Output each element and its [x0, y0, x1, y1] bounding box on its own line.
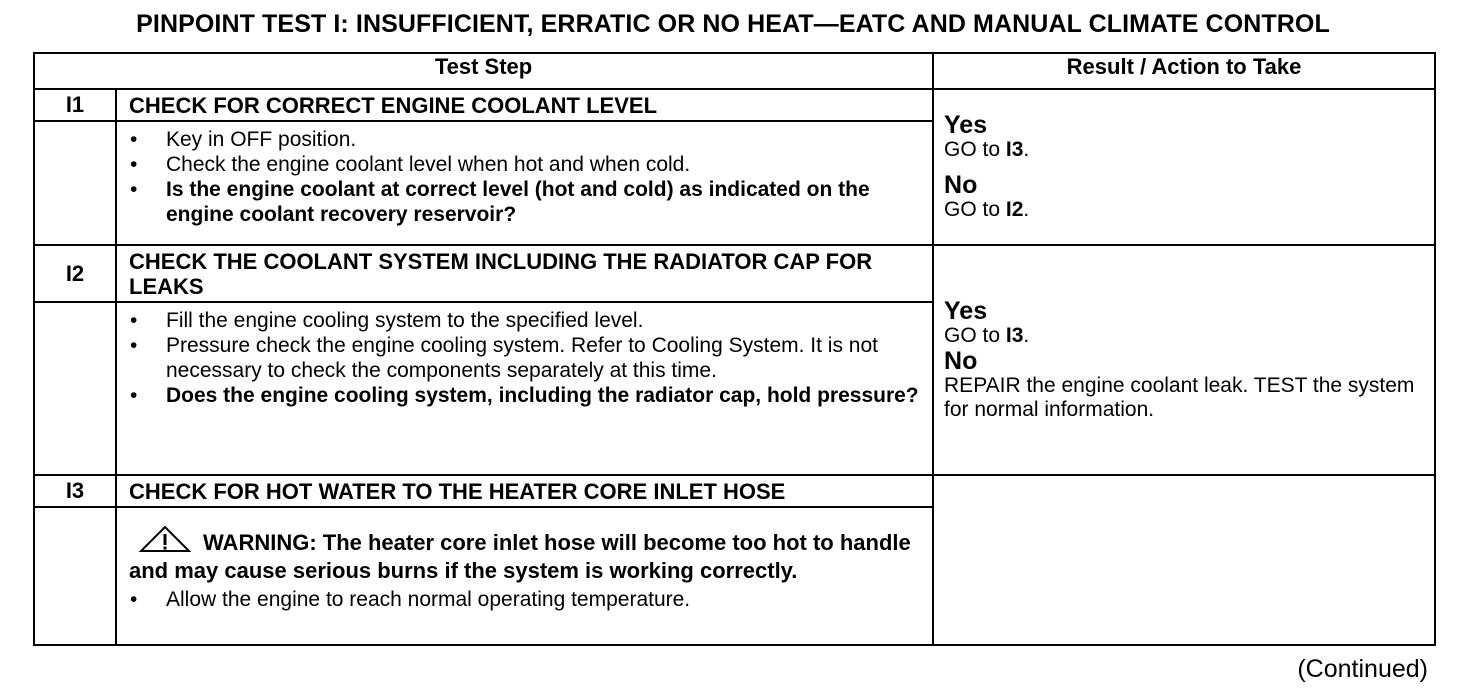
- no-label: No: [944, 171, 978, 199]
- bullet-question: • Is the engine coolant at correct level (hot and cold) as indicated on the engine coolant recovery reservoir?: [129, 177, 924, 227]
- step-i3-result: [933, 475, 1435, 645]
- bullet-item: • Fill the engine cooling system to the specified level.: [129, 308, 924, 333]
- pinpoint-test-table: [33, 52, 1436, 646]
- no-action: REPAIR the engine coolant leak. TEST the system for normal information.: [944, 374, 1415, 421]
- page-title: PINPOINT TEST I: INSUFFICIENT, ERRATIC OR NO HEAT—EATC AND MANUAL CLIMATE CONTROL: [136, 10, 1330, 38]
- step-title: CHECK FOR HOT WATER TO THE HEATER CORE INLET HOSE: [116, 475, 933, 507]
- step-i3-title-row: [34, 475, 1435, 507]
- warning-triangle-icon: [139, 525, 191, 558]
- bullet-question: • Does the engine cooling system, including the radiator cap, hold pressure?: [129, 383, 924, 408]
- step-body: [116, 302, 933, 475]
- step-i2-title-row: [34, 245, 1435, 302]
- yes-label: Yes: [944, 297, 988, 325]
- table-header-row: [34, 53, 1435, 89]
- step-id: I2: [34, 245, 116, 302]
- bullet-item: • Key in OFF position.: [129, 127, 924, 152]
- yes-label: Yes: [944, 111, 988, 139]
- step-id: I3: [34, 475, 116, 507]
- step-body: [116, 507, 933, 645]
- header-test-step: Test Step: [34, 53, 933, 89]
- continued-note: (Continued): [1297, 655, 1428, 683]
- step-title: CHECK FOR CORRECT ENGINE COOLANT LEVEL: [116, 89, 933, 121]
- yes-action: GO to I3.: [944, 138, 1030, 161]
- step-id: I1: [34, 89, 116, 121]
- warning-text: WARNING: The heater core inlet hose will become too hot to handle and may cause serious burns if the system is working correctly.: [129, 530, 911, 583]
- step-i1-result: [933, 89, 1435, 245]
- bullet-item: • Check the engine coolant level when hot and when cold.: [129, 152, 924, 177]
- step-body: [116, 121, 933, 245]
- yes-action: GO to I3.: [944, 324, 1030, 347]
- step-i2-result: [933, 245, 1435, 475]
- no-action: GO to I2.: [944, 198, 1030, 221]
- step-i1-title-row: [34, 89, 1435, 121]
- warning-note: [129, 525, 924, 583]
- bullet-item: • Allow the engine to reach normal operating temperature.: [129, 587, 924, 612]
- step-title: CHECK THE COOLANT SYSTEM INCLUDING THE RADIATOR CAP FOR LEAKS: [116, 245, 933, 302]
- no-label: No: [944, 347, 978, 375]
- bullet-item: • Pressure check the engine cooling system. Refer to Cooling System. It is not necessary to check the components separately at this time.: [129, 333, 924, 383]
- header-result: Result / Action to Take: [933, 53, 1435, 89]
